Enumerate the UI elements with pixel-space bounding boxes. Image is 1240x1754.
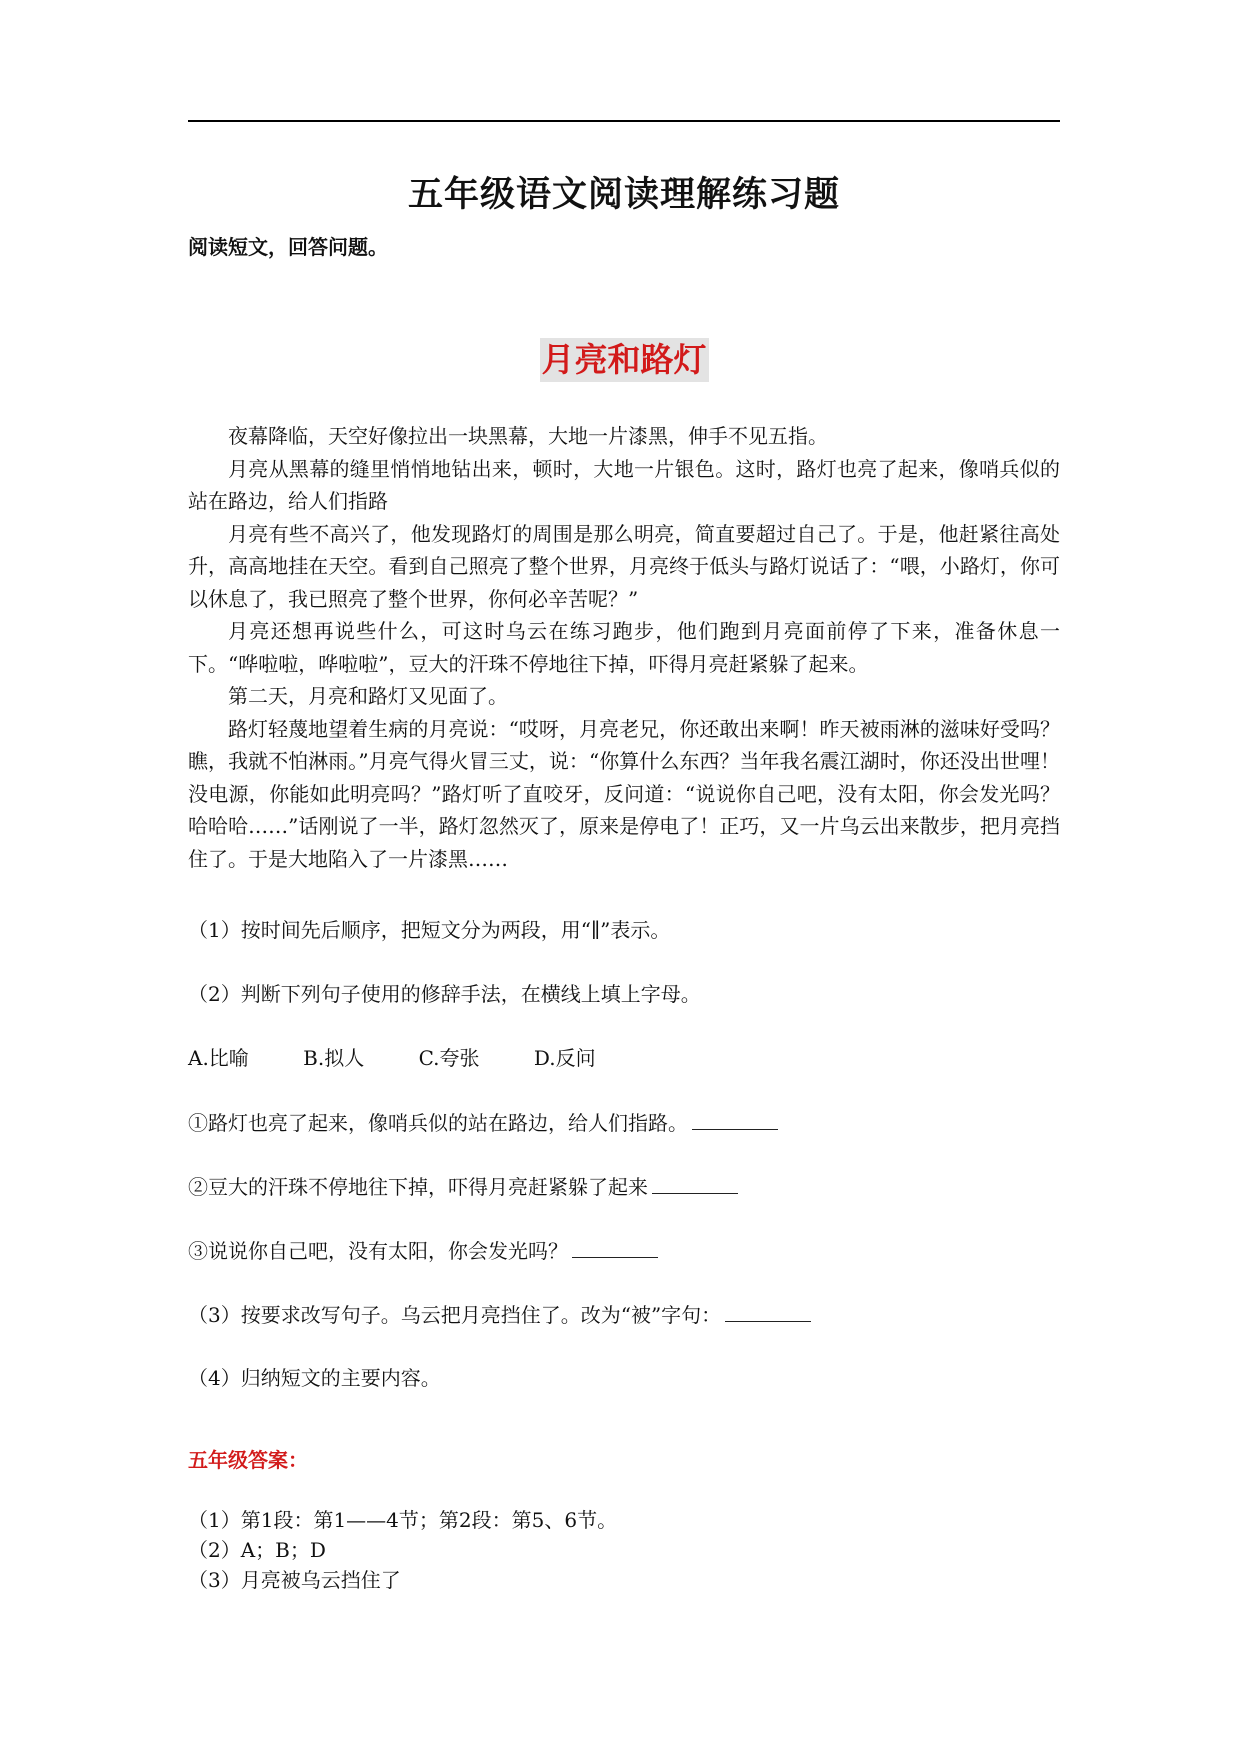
answer-blank-3[interactable] (572, 1235, 658, 1258)
passage-paragraph: 月亮有些不高兴了，他发现路灯的周围是那么明亮，简直要超过自己了。于是，他赶紧往高处升，高高地挂在天空。看到自己照亮了整个世界，月亮终于低头与路灯说话了：“喂，小路灯，你可以休息了，我已照亮了整个世界，你何必辛苦呢？” (188, 521, 1060, 611)
answers-title: 五年级答案： (188, 1448, 308, 1472)
option-b: B.拟人 (303, 1046, 365, 1070)
answer-item: （3）月亮被乌云挡住了 (188, 1568, 401, 1592)
story-title-container (188, 338, 1060, 382)
answer-item: （1）第1段：第1——4节；第2段：第5、6节。 (188, 1508, 618, 1532)
passage (188, 420, 1060, 875)
story-title: 月亮和路灯 (540, 338, 709, 382)
answer-blank-1[interactable] (692, 1107, 778, 1130)
passage-paragraph: 月亮从黑幕的缝里悄悄地钻出来，顿时，大地一片银色。这时，路灯也亮了起来，像哨兵似的站在路边，给人们指路 (188, 456, 1060, 513)
answer-blank-4[interactable] (725, 1299, 811, 1322)
sentence-2 (188, 1171, 1060, 1202)
sentence-1-text: ①路灯也亮了起来，像哨兵似的站在路边，给人们指路。 (188, 1111, 688, 1135)
question-2: （2）判断下列句子使用的修辞手法，在横线上填上字母。 (188, 982, 701, 1006)
sentence-3 (188, 1235, 1060, 1266)
sentence-1 (188, 1107, 1060, 1138)
document-title: 五年级语文阅读理解练习题 (407, 175, 840, 215)
question-3 (188, 1299, 1060, 1330)
header-rule (188, 120, 1060, 122)
question-4: （4）归纳短文的主要内容。 (188, 1366, 441, 1390)
answers-list (188, 1505, 1060, 1595)
passage-paragraph: 路灯轻蔑地望着生病的月亮说：“哎呀，月亮老兄，你还敢出来啊！昨天被雨淋的滋味好受吗？瞧，我就不怕淋雨。”月亮气得火冒三丈，说：“你算什么东西？当年我名震江湖时，你还没出世哩！没电源，你能如此明亮吗？”路灯听了直咬牙，反问道：“说说你自己吧，没有太阳，你会发光吗？哈哈哈……”话刚说了一半，路灯忽然灭了，原来是停电了！正巧，又一片乌云出来散步，把月亮挡住了。于是大地陷入了一片漆黑…… (188, 716, 1060, 871)
option-a: A.比喻 (188, 1046, 249, 1070)
sentence-2-text: ②豆大的汗珠不停地往下掉，吓得月亮赶紧躲了起来 (188, 1175, 648, 1199)
rhetoric-options (188, 1043, 644, 1073)
answer-item: （2）A；B；D (188, 1538, 326, 1562)
question-1: （1）按时间先后顺序，把短文分为两段，用“∥”表示。 (188, 918, 671, 942)
passage-paragraph: 夜幕降临，天空好像拉出一块黑幕，大地一片漆黑，伸手不见五指。 (228, 424, 828, 448)
question-3-text: （3）按要求改写句子。乌云把月亮挡住了。改为“被”字句： (188, 1303, 722, 1327)
answer-blank-2[interactable] (652, 1171, 738, 1194)
passage-paragraph: 第二天，月亮和路灯又见面了。 (228, 684, 508, 708)
instruction-text: 阅读短文，回答问题。 (188, 235, 388, 259)
option-d: D.反问 (533, 1046, 596, 1070)
option-c: C.夸张 (418, 1046, 480, 1070)
sentence-3-text: ③说说你自己吧，没有太阳，你会发光吗？ (188, 1239, 568, 1263)
passage-paragraph: 月亮还想再说些什么，可这时乌云在练习跑步，他们跑到月亮面前停了下来，准备休息一下。“哗啦啦，哗啦啦”，豆大的汗珠不停地往下掉，吓得月亮赶紧躲了起来。 (188, 619, 1060, 676)
